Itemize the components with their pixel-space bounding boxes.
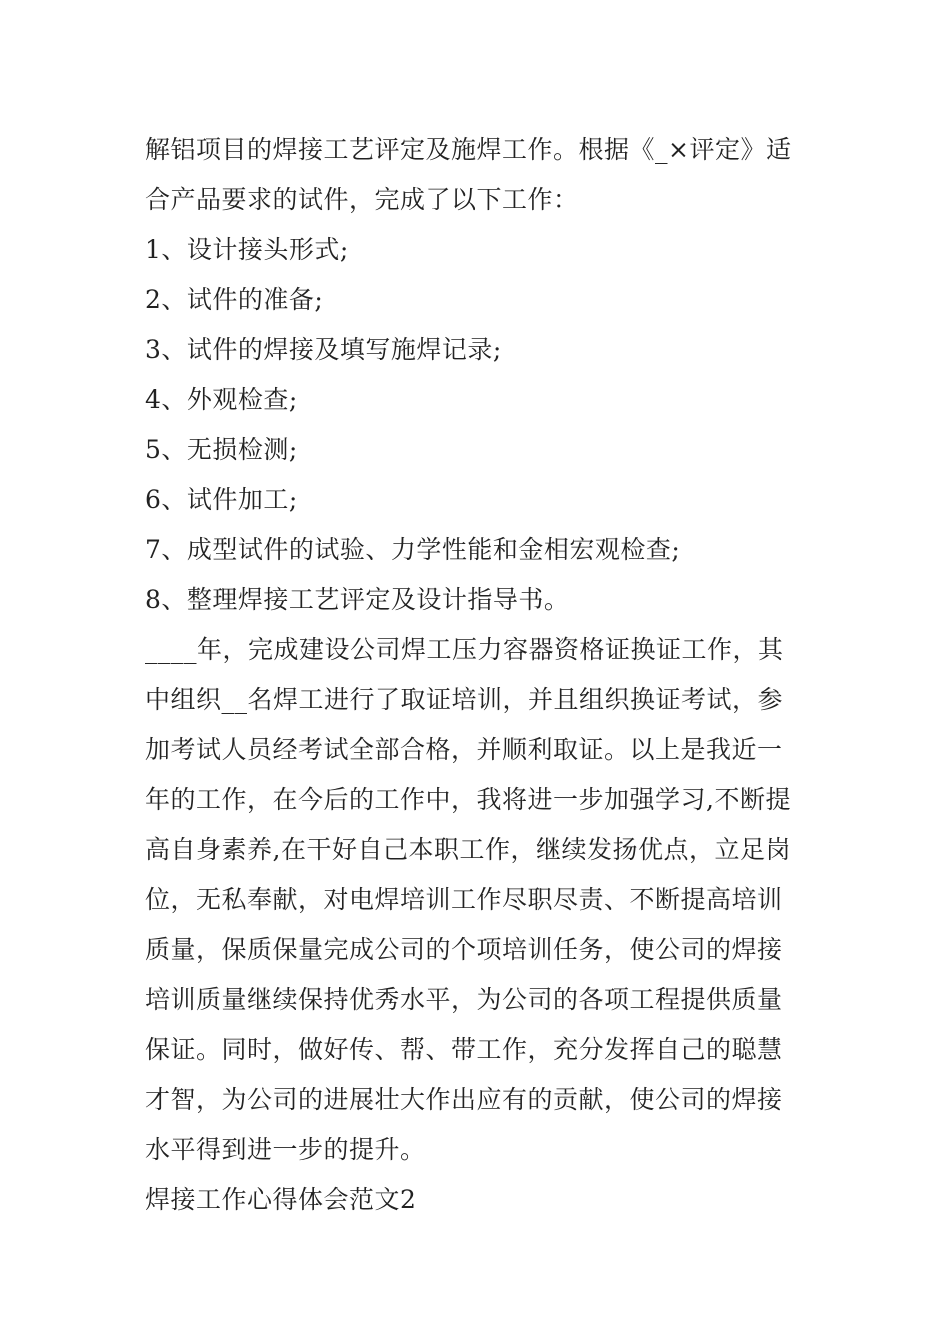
paragraph-line: 水平得到进一步的提升。 — [145, 1135, 426, 1164]
paragraph-line: 保证。同时，做好传、帮、带工作，充分发挥自己的聪慧 — [145, 1035, 783, 1064]
paragraph-line: 质量，保质保量完成公司的个项培训任务，使公司的焊接 — [145, 935, 783, 964]
paragraph-line: 培训质量继续保持优秀水平，为公司的各项工程提供质量 — [145, 985, 783, 1014]
paragraph-line: 年的工作，在今后的工作中，我将进一步加强学习,不断提 — [145, 785, 791, 814]
list-item: 4、外观检查; — [145, 385, 298, 414]
paragraph-line: ____年，完成建设公司焊工压力容器资格证换证工作，其 — [145, 635, 784, 664]
paragraph-line: 解铝项目的焊接工艺评定及施焊工作。根据《_×评定》适 — [145, 135, 792, 164]
paragraph-line: 合产品要求的试件，完成了以下工作： — [145, 185, 579, 214]
paragraph-line: 位，无私奉献，对电焊培训工作尽职尽责、不断提高培训 — [145, 885, 783, 914]
document-body — [145, 125, 810, 1225]
paragraph-line: 加考试人员经考试全部合格，并顺利取证。以上是我近一 — [145, 735, 783, 764]
paragraph-line: 高自身素养,在干好自己本职工作，继续发扬优点，立足岗 — [145, 835, 791, 864]
paragraph-line: 才智，为公司的进展壮大作出应有的贡献，使公司的焊接 — [145, 1085, 783, 1114]
list-item: 6、试件加工; — [145, 485, 298, 514]
paragraph-line: 中组织__名焊工进行了取证培训，并且组织换证考试，参 — [145, 685, 784, 714]
list-item: 1、设计接头形式; — [145, 235, 349, 264]
section-heading: 焊接工作心得体会范文2 — [145, 1185, 417, 1214]
list-item: 3、试件的焊接及填写施焊记录; — [145, 335, 502, 364]
list-item: 5、无损检测; — [145, 435, 298, 464]
list-item: 7、成型试件的试验、力学性能和金相宏观检查; — [145, 535, 681, 564]
list-item: 2、试件的准备; — [145, 285, 324, 314]
list-item: 8、整理焊接工艺评定及设计指导书。 — [145, 585, 570, 614]
